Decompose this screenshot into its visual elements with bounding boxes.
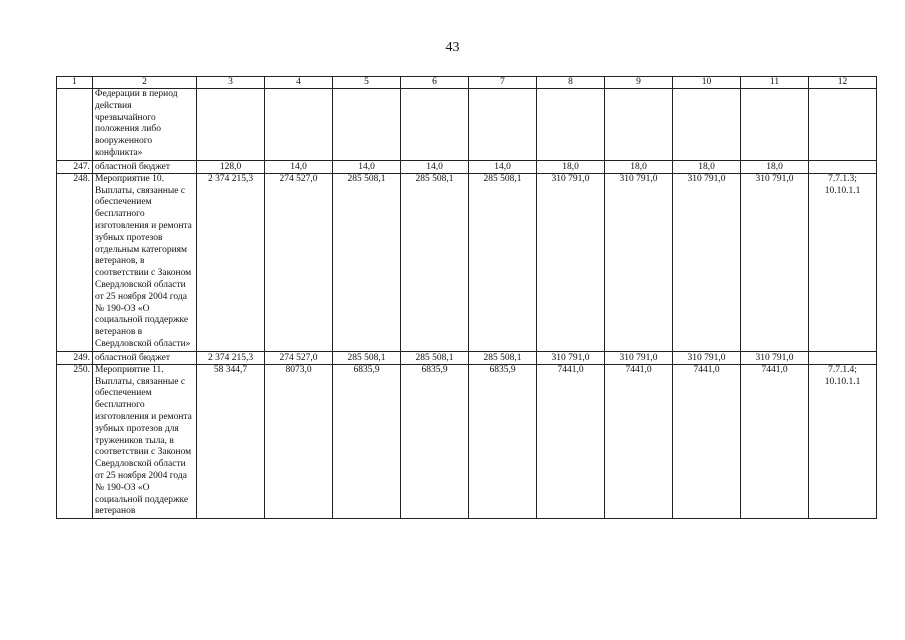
value-cell [401, 89, 469, 161]
row-number: 247. [57, 160, 93, 173]
column-header: 10 [673, 77, 741, 89]
column-header: 5 [333, 77, 401, 89]
value-cell: 7441,0 [673, 364, 741, 518]
column-header: 7 [469, 77, 537, 89]
value-cell [469, 89, 537, 161]
column-header: 6 [401, 77, 469, 89]
value-cell: 2 374 215,3 [197, 173, 265, 351]
row-number: 248. [57, 173, 93, 351]
value-cell: 285 508,1 [401, 351, 469, 364]
value-cell: 285 508,1 [401, 173, 469, 351]
column-header: 3 [197, 77, 265, 89]
value-cell: 7441,0 [605, 364, 673, 518]
value-cell [605, 89, 673, 161]
value-cell: 18,0 [537, 160, 605, 173]
value-cell: 18,0 [605, 160, 673, 173]
row-number: 249. [57, 351, 93, 364]
column-header: 12 [809, 77, 877, 89]
value-cell: 310 791,0 [605, 351, 673, 364]
value-cell [537, 89, 605, 161]
value-cell [197, 89, 265, 161]
value-cell: 285 508,1 [469, 173, 537, 351]
reference-cell [809, 351, 877, 364]
row-description: Мероприятие 10. Выплаты, связанные с обеспечением бесплатного изготовления и ремонта зубных протезов отдельным категориям ветеранов, в соответствии с Законом Свердловской области от 25 ноября 2004 года № 190-ОЗ «О социальной поддержке ветеранов в Свердловской области» [93, 173, 197, 351]
value-cell: 310 791,0 [673, 173, 741, 351]
table-row [57, 364, 877, 518]
column-header: 4 [265, 77, 333, 89]
budget-table [56, 76, 877, 519]
value-cell: 310 791,0 [741, 173, 809, 351]
value-cell: 6835,9 [469, 364, 537, 518]
table-row [57, 160, 877, 173]
page-number: 43 [445, 40, 460, 55]
value-cell: 7441,0 [537, 364, 605, 518]
value-cell: 310 791,0 [537, 173, 605, 351]
row-description: Мероприятие 11. Выплаты, связанные с обеспечением бесплатного изготовления и ремонта зубных протезов для тружеников тыла, в соответствии с Законом Свердловской области от 25 ноября 2004 года № 190-ОЗ «О социальной поддержке ветеранов [93, 364, 197, 518]
column-header: 9 [605, 77, 673, 89]
row-number [57, 89, 93, 161]
reference-cell: 7.7.1.3; 10.10.1.1 [809, 173, 877, 351]
value-cell [333, 89, 401, 161]
value-cell: 7441,0 [741, 364, 809, 518]
value-cell: 14,0 [333, 160, 401, 173]
column-header: 2 [93, 77, 197, 89]
value-cell: 14,0 [469, 160, 537, 173]
value-cell: 310 791,0 [537, 351, 605, 364]
value-cell: 274 527,0 [265, 351, 333, 364]
column-header: 8 [537, 77, 605, 89]
row-description: областной бюджет [93, 160, 197, 173]
value-cell: 58 344,7 [197, 364, 265, 518]
value-cell: 6835,9 [333, 364, 401, 518]
value-cell: 6835,9 [401, 364, 469, 518]
value-cell: 274 527,0 [265, 173, 333, 351]
value-cell: 18,0 [673, 160, 741, 173]
header-row [57, 77, 877, 89]
row-number: 250. [57, 364, 93, 518]
table-row [57, 351, 877, 364]
value-cell [673, 89, 741, 161]
row-description: Федерации в период действия чрезвычайного положения либо вооруженного конфликта» [93, 89, 197, 161]
value-cell: 14,0 [401, 160, 469, 173]
value-cell: 310 791,0 [741, 351, 809, 364]
value-cell [741, 89, 809, 161]
reference-cell: 7.7.1.4; 10.10.1.1 [809, 364, 877, 518]
value-cell: 285 508,1 [333, 173, 401, 351]
value-cell: 285 508,1 [469, 351, 537, 364]
value-cell: 310 791,0 [673, 351, 741, 364]
value-cell [265, 89, 333, 161]
value-cell: 285 508,1 [333, 351, 401, 364]
table-row [57, 173, 877, 351]
value-cell: 8073,0 [265, 364, 333, 518]
value-cell: 18,0 [741, 160, 809, 173]
row-description: областной бюджет [93, 351, 197, 364]
reference-cell [809, 160, 877, 173]
table-row [57, 89, 877, 161]
value-cell: 128,0 [197, 160, 265, 173]
value-cell: 14,0 [265, 160, 333, 173]
value-cell: 2 374 215,3 [197, 351, 265, 364]
column-header: 11 [741, 77, 809, 89]
value-cell: 310 791,0 [605, 173, 673, 351]
reference-cell [809, 89, 877, 161]
column-header: 1 [57, 77, 93, 89]
